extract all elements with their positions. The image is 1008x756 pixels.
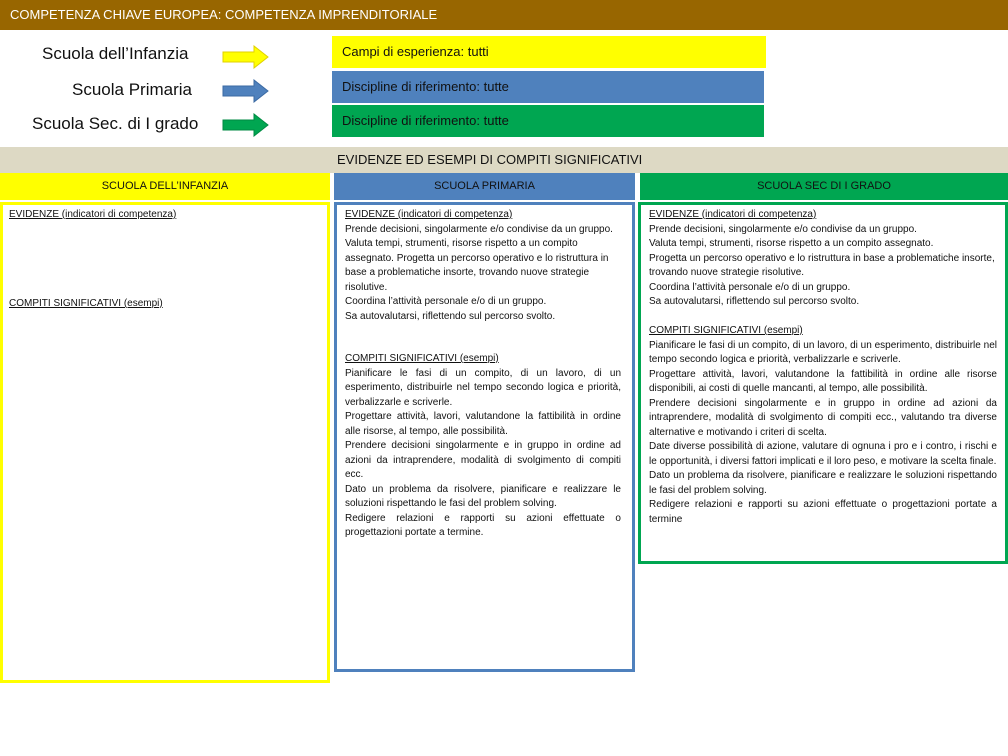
arrow-right-icon <box>222 113 270 137</box>
list-item: Valuta tempi, strumenti, risorse rispetto a un compito assegnato. Progetta un percorso operativo e lo ristruttura in base a problematiche insorte, trovando nuove strategie risolutive. <box>345 238 609 293</box>
list-item: Dato un problema da risolvere, pianificare e realizzare le soluzioni rispettando le fasi del problem solving. <box>649 470 997 496</box>
list-item: Progettare attività, lavori, valutandone la fattibilità in ordine alle risorse disponibili, ai costi di quelle mancanti, al tempo, alle possibilità. <box>649 368 997 394</box>
list-item: Pianificare le fasi di un compito, di un lavoro, di un esperimento, distribuirle nel tempo secondo logica e priorità, verbalizzarle e scriverle. <box>345 367 621 408</box>
list-item: Sa autovalutarsi, riflettendo sul percorso svolto. <box>345 310 556 322</box>
list-item: Sa autovalutarsi, riflettendo sul percorso svolto. <box>649 296 860 307</box>
secondaria-compiti <box>649 324 997 527</box>
list-item: Pianificare le fasi di un compito, di un lavoro, di un esperimento, distribuirle nel tempo secondo logica e priorità, verbalizzarle e scriverle. <box>649 339 997 365</box>
primaria-evidenze <box>345 208 621 324</box>
secondaria-evidenze-title: EVIDENZE (indicatori di competenza) <box>649 209 817 220</box>
column-box-infanzia <box>0 202 330 683</box>
infanzia-compiti-title: COMPITI SIGNIFICATIVI (esempi) <box>9 298 163 309</box>
list-item: Prende decisioni, singolarmente e/o condivise da un gruppo. <box>649 223 917 235</box>
bar-campi-esperienza: Campi di esperienza: tutti <box>332 36 766 68</box>
section-title: EVIDENZE ED ESEMPI DI COMPITI SIGNIFICATIVI <box>337 152 643 167</box>
list-item: Prende decisioni, singolarmente e/o condivise da un gruppo. <box>345 223 613 235</box>
list-item: Coordina l’attività personale e/o di un gruppo. <box>345 296 547 307</box>
primaria-compiti-title: COMPITI SIGNIFICATIVI (esempi) <box>345 353 499 364</box>
title-bar <box>0 0 1008 30</box>
infanzia-evidenze-title: EVIDENZE (indicatori di competenza) <box>9 209 177 220</box>
school-label-infanzia: Scuola dell’Infanzia <box>42 44 189 63</box>
secondaria-evidenze <box>649 208 997 310</box>
column-header-primaria: SCUOLA PRIMARIA <box>334 173 635 200</box>
page-title: COMPETENZA CHIAVE EUROPEA: COMPETENZA IMPRENDITORIALE <box>10 7 438 22</box>
list-item: Prendere decisioni singolarmente e in gruppo in ordine ad azioni da intraprendere, modalità di svolgimento di compiti ecc., valutando tra diverse alternative e motivando i criteri di scelta. <box>649 397 997 438</box>
list-item: Dato un problema da risolvere, pianificare e realizzare le soluzioni rispettando le fasi del problem solving. <box>345 483 621 509</box>
school-label-secondaria: Scuola Sec. di I grado <box>32 114 199 133</box>
list-item: Date diverse possibilità di azione, valutare di ognuna i pro e i contro, i rischi e le opportunità, i diversi fattori implicati e il loro peso, e motivare la scelta finale. <box>649 441 997 467</box>
list-item: Redigere relazioni e rapporti su azioni effettuate o progettazioni portate a termine. <box>345 512 621 538</box>
arrow-right-icon <box>222 45 270 69</box>
list-item: Progettare attività, lavori, valutandone la fattibilità in ordine alle risorse, al tempo, alle possibilità. <box>345 411 621 437</box>
column-header-secondaria: SCUOLA SEC DI I GRADO <box>640 173 1008 200</box>
bar-discipline-secondaria: Discipline di riferimento: tutte <box>332 105 764 137</box>
list-item: Prendere decisioni singolarmente e in gruppo in ordine ad azioni da intraprendere, modalità di svolgimento di compiti ecc. <box>345 440 621 480</box>
primaria-compiti <box>345 352 621 541</box>
secondaria-compiti-title: COMPITI SIGNIFICATIVI (esempi) <box>649 325 803 336</box>
primaria-evidenze-title: EVIDENZE (indicatori di competenza) <box>345 209 513 220</box>
column-header-infanzia: SCUOLA DELL’INFANZIA <box>0 173 330 200</box>
list-item: Coordina l’attività personale e/o di un gruppo. <box>649 281 851 293</box>
school-label-primaria: Scuola Primaria <box>72 80 192 99</box>
arrow-right-icon <box>222 79 270 103</box>
section-band <box>0 147 1008 173</box>
bar-discipline-primaria: Discipline di riferimento: tutte <box>332 71 764 103</box>
list-item: Valuta tempi, strumenti, risorse rispetto a un compito assegnato. <box>649 238 934 249</box>
list-item: Progetta un percorso operativo e lo ristruttura in base a problematiche insorte, trovando nuove strategie risolutive. <box>649 252 995 278</box>
list-item: Redigere relazioni e rapporti su azioni effettuate o progettazioni portate a termine <box>649 499 997 525</box>
